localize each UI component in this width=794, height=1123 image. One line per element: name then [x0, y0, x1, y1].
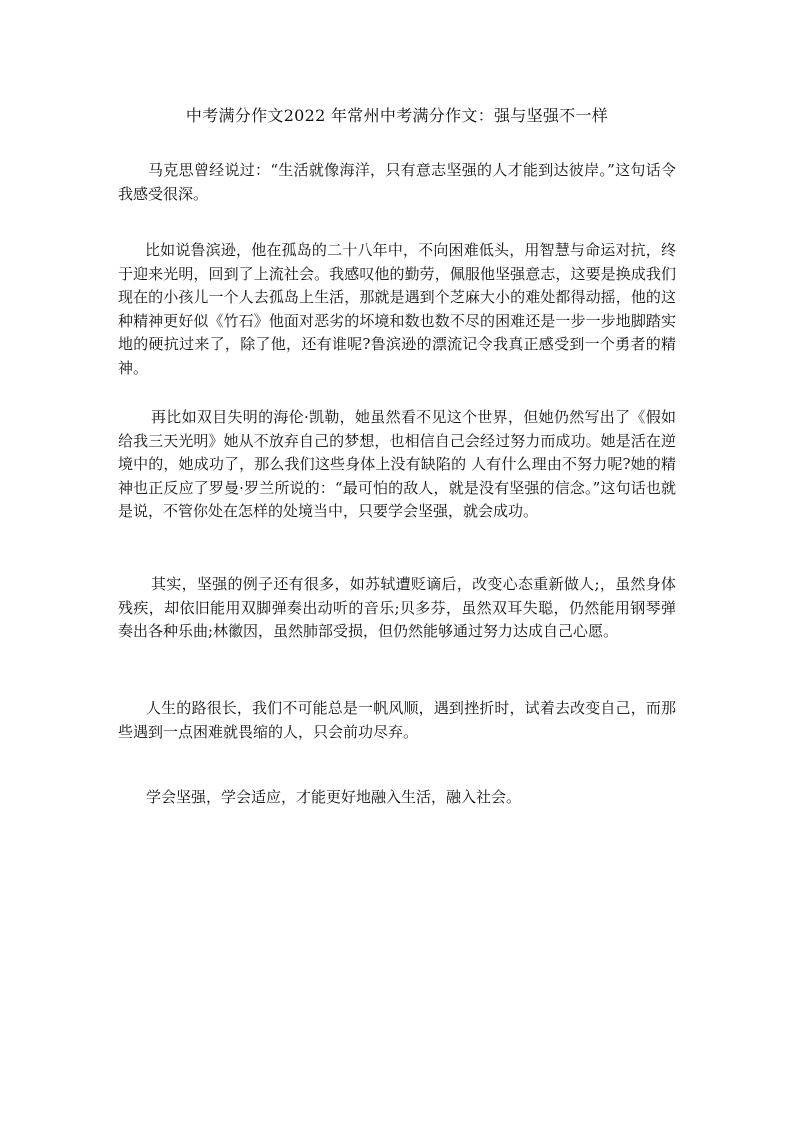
- paragraph-2: 比如说鲁滨逊，他在孤岛的二十八年中，不向困难低头，用智慧与命运对抗，终于迎来光明，回到了上流社会。我感叹他的勤劳，佩服他坚强意志，这要是换成我们现在的小孩儿一个人去孤岛上生活，那就是遇到个芝麻大小的难处都得动摇，他的这种精神更好似《竹石》他面对恶劣的坏境和数也数不尽的困难还是一步一步地脚踏实地的硬抗过来了，除了他，还有谁呢?鲁滨逊的漂流记令我真正感受到一个勇者的精神。: [118, 241, 676, 377]
- paragraph-3: 再比如双目失明的海伦·凯勒，她虽然看不见这个世界，但她仍然写出了《假如给我三天光明》她从不放弃自己的梦想，也相信自己会经过努力而成功。她是活在逆境中的，她成功了，那么我们这些身体上没有缺陷的 人有什么理由不努力呢?她的精神也正反应了罗曼·罗兰所说的：“最可怕的敌人，就是没有坚强的信念。”这句话也就是说，不管你处在怎样的处境当中，只要学会坚强，就会成功。: [118, 408, 676, 520]
- paragraph-5: 人生的路很长，我们不可能总是一帆风顺，遇到挫折时，试着去改变自己，而那些遇到一点困难就畏缩的人，只会前功尽弃。: [118, 699, 676, 741]
- paragraph-4: 其实，坚强的例子还有很多，如苏轼遭贬谪后，改变心态重新做人;，虽然身体残疾，却依旧能用双脚弹奏出动听的音乐;贝多芬，虽然双耳失聪，仍然能用钢琴弹奏出各种乐曲;林徽因，虽然肺部受损，但仍然能够通过努力达成自己心愿。: [118, 575, 676, 640]
- paragraph-6: 学会坚强，学会适应，才能更好地融入生活，融入社会。: [146, 788, 522, 806]
- paragraph-1: 马克思曾经说过：“生活就像海洋，只有意志坚强的人才能到达彼岸。”这句话令我感受很深。: [118, 161, 676, 203]
- document-title: 中考满分作文2022 年常州中考满分作文：强与坚强不一样: [185, 106, 609, 125]
